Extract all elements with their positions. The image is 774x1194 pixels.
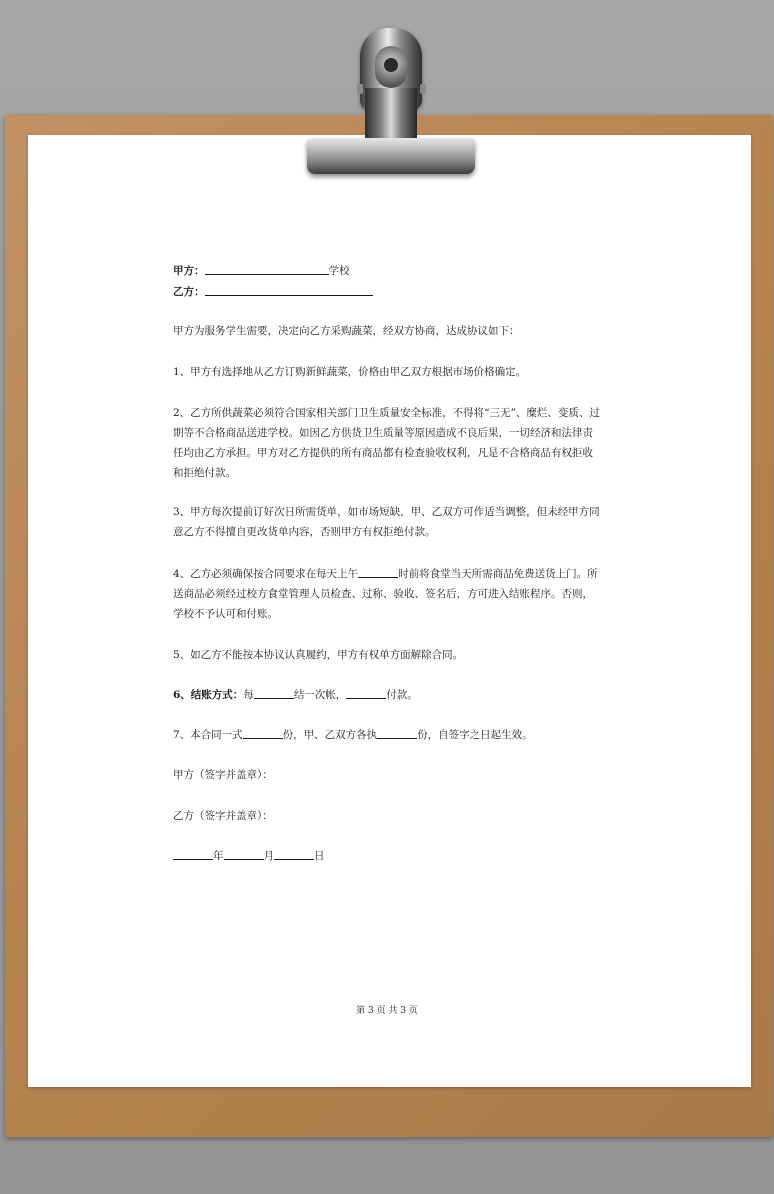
clause-6-blank-method [346,686,386,699]
party-b-line [173,282,605,302]
party-b-label: 乙方： [173,286,205,298]
date-day-blank [274,847,314,860]
page-number-footer: 第 3 页 共 3 页 [356,1006,418,1016]
signature-party-a: 甲方（签字并盖章）： [173,769,273,781]
clause-6-blank-period [254,686,294,699]
clause-4-blank [358,565,398,578]
intro-paragraph: 甲方为服务学生需要，决定向乙方采购蔬菜，经双方协商，达成协议如下： [173,325,520,337]
party-a-line [173,261,605,281]
clause-7 [173,725,605,745]
clause-2: 2、乙方所供蔬菜必须符合国家相关部门卫生质量安全标准，不得将“三无”、糜烂、变质、过期等不合格商品送进学校。如因乙方供货卫生质量等原因造成不良后果，一切经济和法律责任均由乙方承担。甲方对乙方提供的所有商品都有检查验收权利，凡是不合格商品有权拒收和拒绝付款。 [173,407,600,479]
clause-4 [173,564,603,624]
clause-6-mid: 结一次帐， [293,689,347,701]
clause-7-blank-copies [243,726,283,739]
signature-date [173,846,605,866]
clause-7-text-b: 份，甲、乙双方各执 [282,729,378,741]
date-day-label: 日 [314,850,325,862]
clause-7-text-a: 7、本合同一式 [173,729,243,741]
clause-4-text-a: 4、乙方必须确保按合同要求在每天上午 [173,568,359,580]
clause-5: 5、如乙方不能按本协议认真履约，甲方有权单方面解除合同。 [173,649,464,661]
party-a-label: 甲方： [173,265,205,277]
date-month-blank [224,847,264,860]
date-year-label: 年 [213,850,224,862]
clause-1: 1、甲方有选择地从乙方订购新鲜蔬菜，价格由甲乙双方根据市场价格确定。 [173,366,527,378]
clause-6-per: 每 [243,689,254,701]
signature-party-b: 乙方（签字并盖章）： [173,810,273,822]
party-b-blank [205,283,373,296]
party-a-suffix: 学校 [328,265,350,277]
clause-3: 3、甲方每次提前订好次日所需货单，如市场短缺，甲、乙双方可作适当调整，但未经甲方同意乙方不得擅自更改货单内容，否则甲方有权拒绝付款。 [173,506,600,538]
date-month-label: 月 [263,850,274,862]
clause-4-text-b: 时前将食堂当天所需商品免费送货上门。所送商品必须经过校方食堂管理人员检查、过称、验收、签名后，方可进入结账程序。否则，学校不予认可和付账。 [173,568,598,620]
date-year-blank [173,847,213,860]
clause-6-end: 付款。 [386,689,418,701]
clause-7-blank-each [377,726,417,739]
clause-7-text-c: 份，自签字之日起生效。 [417,729,533,741]
party-a-blank [205,262,329,275]
clause-6 [173,685,605,705]
clause-6-label: 6、结账方式： [173,689,244,701]
